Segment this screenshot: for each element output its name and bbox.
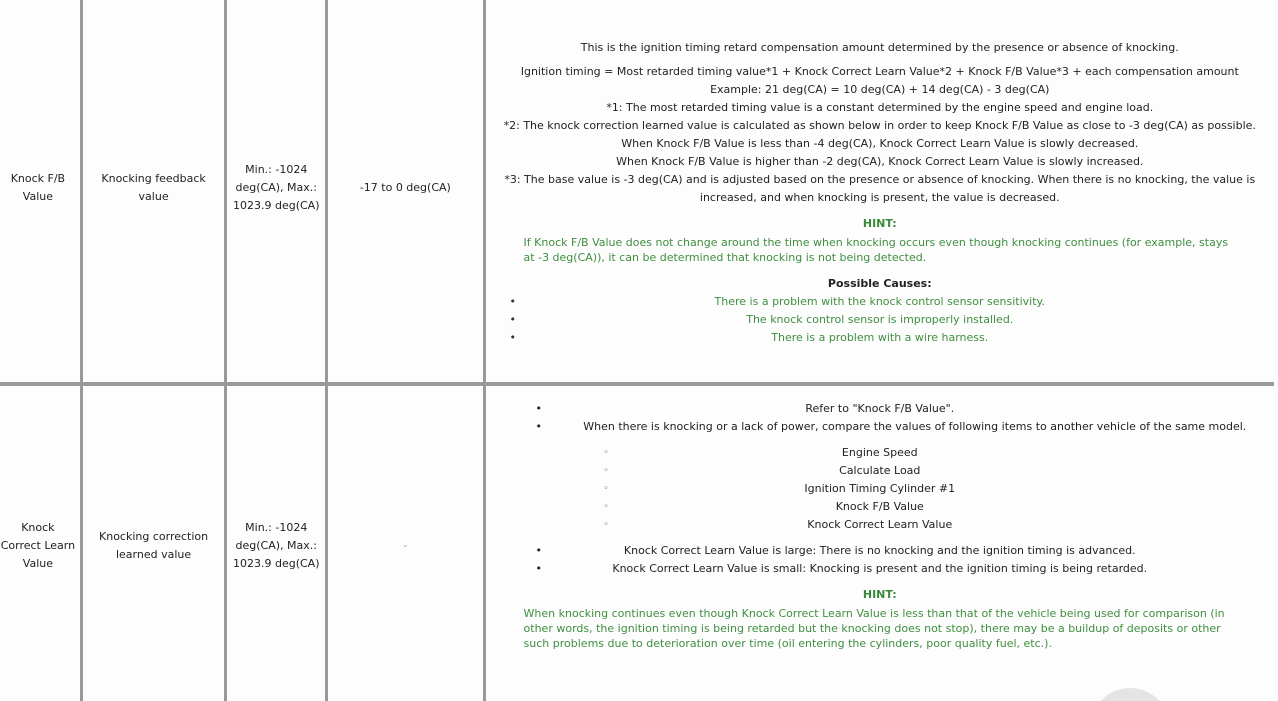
item-normal-condition-cell — [325, 386, 482, 701]
item-description-cell — [80, 0, 225, 386]
interpretation-list — [486, 542, 1274, 578]
notes-footnote-2a: When Knock F/B Value is less than -4 deg(CA), Knock Correct Learn Value is slowly decreased. — [621, 137, 1139, 150]
table-row — [0, 386, 1274, 701]
item-description-cell — [80, 386, 225, 701]
sub-bullet-icon: ◦ — [603, 484, 609, 494]
list-item: • There is a problem with a wire harness. — [486, 329, 1274, 347]
item-name: Knock F/B Value — [10, 172, 66, 203]
item-range: Min.: -1024 deg(CA), Max.: 1023.9 deg(CA) — [232, 521, 320, 570]
bullet-icon: • — [535, 420, 543, 433]
possible-causes-title: Possible Causes: — [827, 277, 932, 290]
hint-text: If Knock F/B Value does not change around the time when knocking occurs even though knocking continues (for example, stays at -3 deg(CA)), it can be determined that knocking is not being detected. — [523, 236, 1229, 264]
bullet-icon: • — [535, 402, 543, 415]
bullet-icon: • — [509, 295, 517, 308]
sub-bullet-icon: ◦ — [603, 466, 609, 476]
list-item: • When there is knocking or a lack of power, compare the values of following items to another vehicle of the same model. — [486, 418, 1274, 436]
list-item: • The knock control sensor is improperly installed. — [486, 311, 1274, 329]
compare-items-list — [486, 444, 1274, 534]
possible-causes-list — [486, 293, 1274, 347]
hint-title: HINT: — [862, 588, 897, 601]
notes-formula: Ignition timing = Most retarded timing value*1 + Knock Correct Learn Value*2 + Knock F/B Value*3 + each compensation amount — [520, 65, 1239, 78]
notes-footnote-2: *2: The knock correction learned value is calculated as shown below in order to keep Knock F/B Value as close to -3 deg(CA) as possible. — [503, 119, 1256, 132]
notes-example: Example: 21 deg(CA) = 10 deg(CA) + 14 deg(CA) - 3 deg(CA) — [710, 83, 1050, 96]
hint-text: When knocking continues even though Knock Correct Learn Value is less than that of the vehicle being used for comparison (in other words, the ignition timing is being retarded but the knocking does not stop), there may be a buildup of deposits or other such problems due to deterioration over time (oil entering the cylinders, poor quality fuel, etc.). — [523, 607, 1225, 650]
list-item: • Refer to "Knock F/B Value". — [486, 400, 1274, 418]
item-normal-condition: -17 to 0 deg(CA) — [359, 181, 451, 194]
bullet-icon: • — [509, 331, 517, 344]
bullet-icon: • — [509, 313, 517, 326]
item-name-cell — [0, 386, 80, 701]
list-item: • Knock Correct Learn Value is large: There is no knocking and the ignition timing is advanced. — [486, 542, 1274, 560]
item-range: Min.: -1024 deg(CA), Max.: 1023.9 deg(CA) — [232, 163, 320, 212]
bullet-icon: • — [535, 562, 543, 575]
list-item: ◦ Calculate Load — [486, 462, 1274, 480]
item-normal-condition-cell — [325, 0, 482, 386]
list-item: • Knock Correct Learn Value is small: Knocking is present and the ignition timing is being retarded. — [486, 560, 1274, 578]
item-name-cell — [0, 0, 80, 386]
item-description: Knocking correction learned value — [99, 530, 209, 561]
list-item: ◦ Ignition Timing Cylinder #1 — [486, 480, 1274, 498]
list-item: ◦ Knock Correct Learn Value — [486, 516, 1274, 534]
notes-footnote-1: *1: The most retarded timing value is a constant determined by the engine speed and engine load. — [606, 101, 1154, 114]
sub-bullet-icon: ◦ — [603, 520, 609, 530]
hint-title: HINT: — [862, 217, 897, 230]
item-description: Knocking feedback value — [101, 172, 206, 203]
notes-footnote-3: *3: The base value is -3 deg(CA) and is adjusted based on the presence or absence of knocking. When there is no knocking, the value is increased, and when knocking is present, the value is decreased. — [504, 173, 1256, 204]
item-notes-cell — [483, 0, 1274, 386]
list-item: ◦ Engine Speed — [486, 444, 1274, 462]
item-range-cell — [224, 0, 325, 386]
sub-bullet-icon: ◦ — [603, 502, 609, 512]
reference-list — [486, 400, 1274, 436]
item-notes-cell — [483, 386, 1274, 701]
item-name: Knock Correct Learn Value — [0, 521, 76, 570]
item-range-cell — [224, 386, 325, 701]
bullet-icon: • — [535, 544, 543, 557]
list-item: • There is a problem with the knock control sensor sensitivity. — [486, 293, 1274, 311]
sub-bullet-icon: ◦ — [603, 448, 609, 458]
list-item: ◦ Knock F/B Value — [486, 498, 1274, 516]
item-normal-condition: - — [403, 539, 408, 552]
notes-intro: This is the ignition timing retard compensation amount determined by the presence or absence of knocking. — [580, 41, 1179, 54]
notes-footnote-2b: When Knock F/B Value is higher than -2 deg(CA), Knock Correct Learn Value is slowly increased. — [616, 155, 1144, 168]
